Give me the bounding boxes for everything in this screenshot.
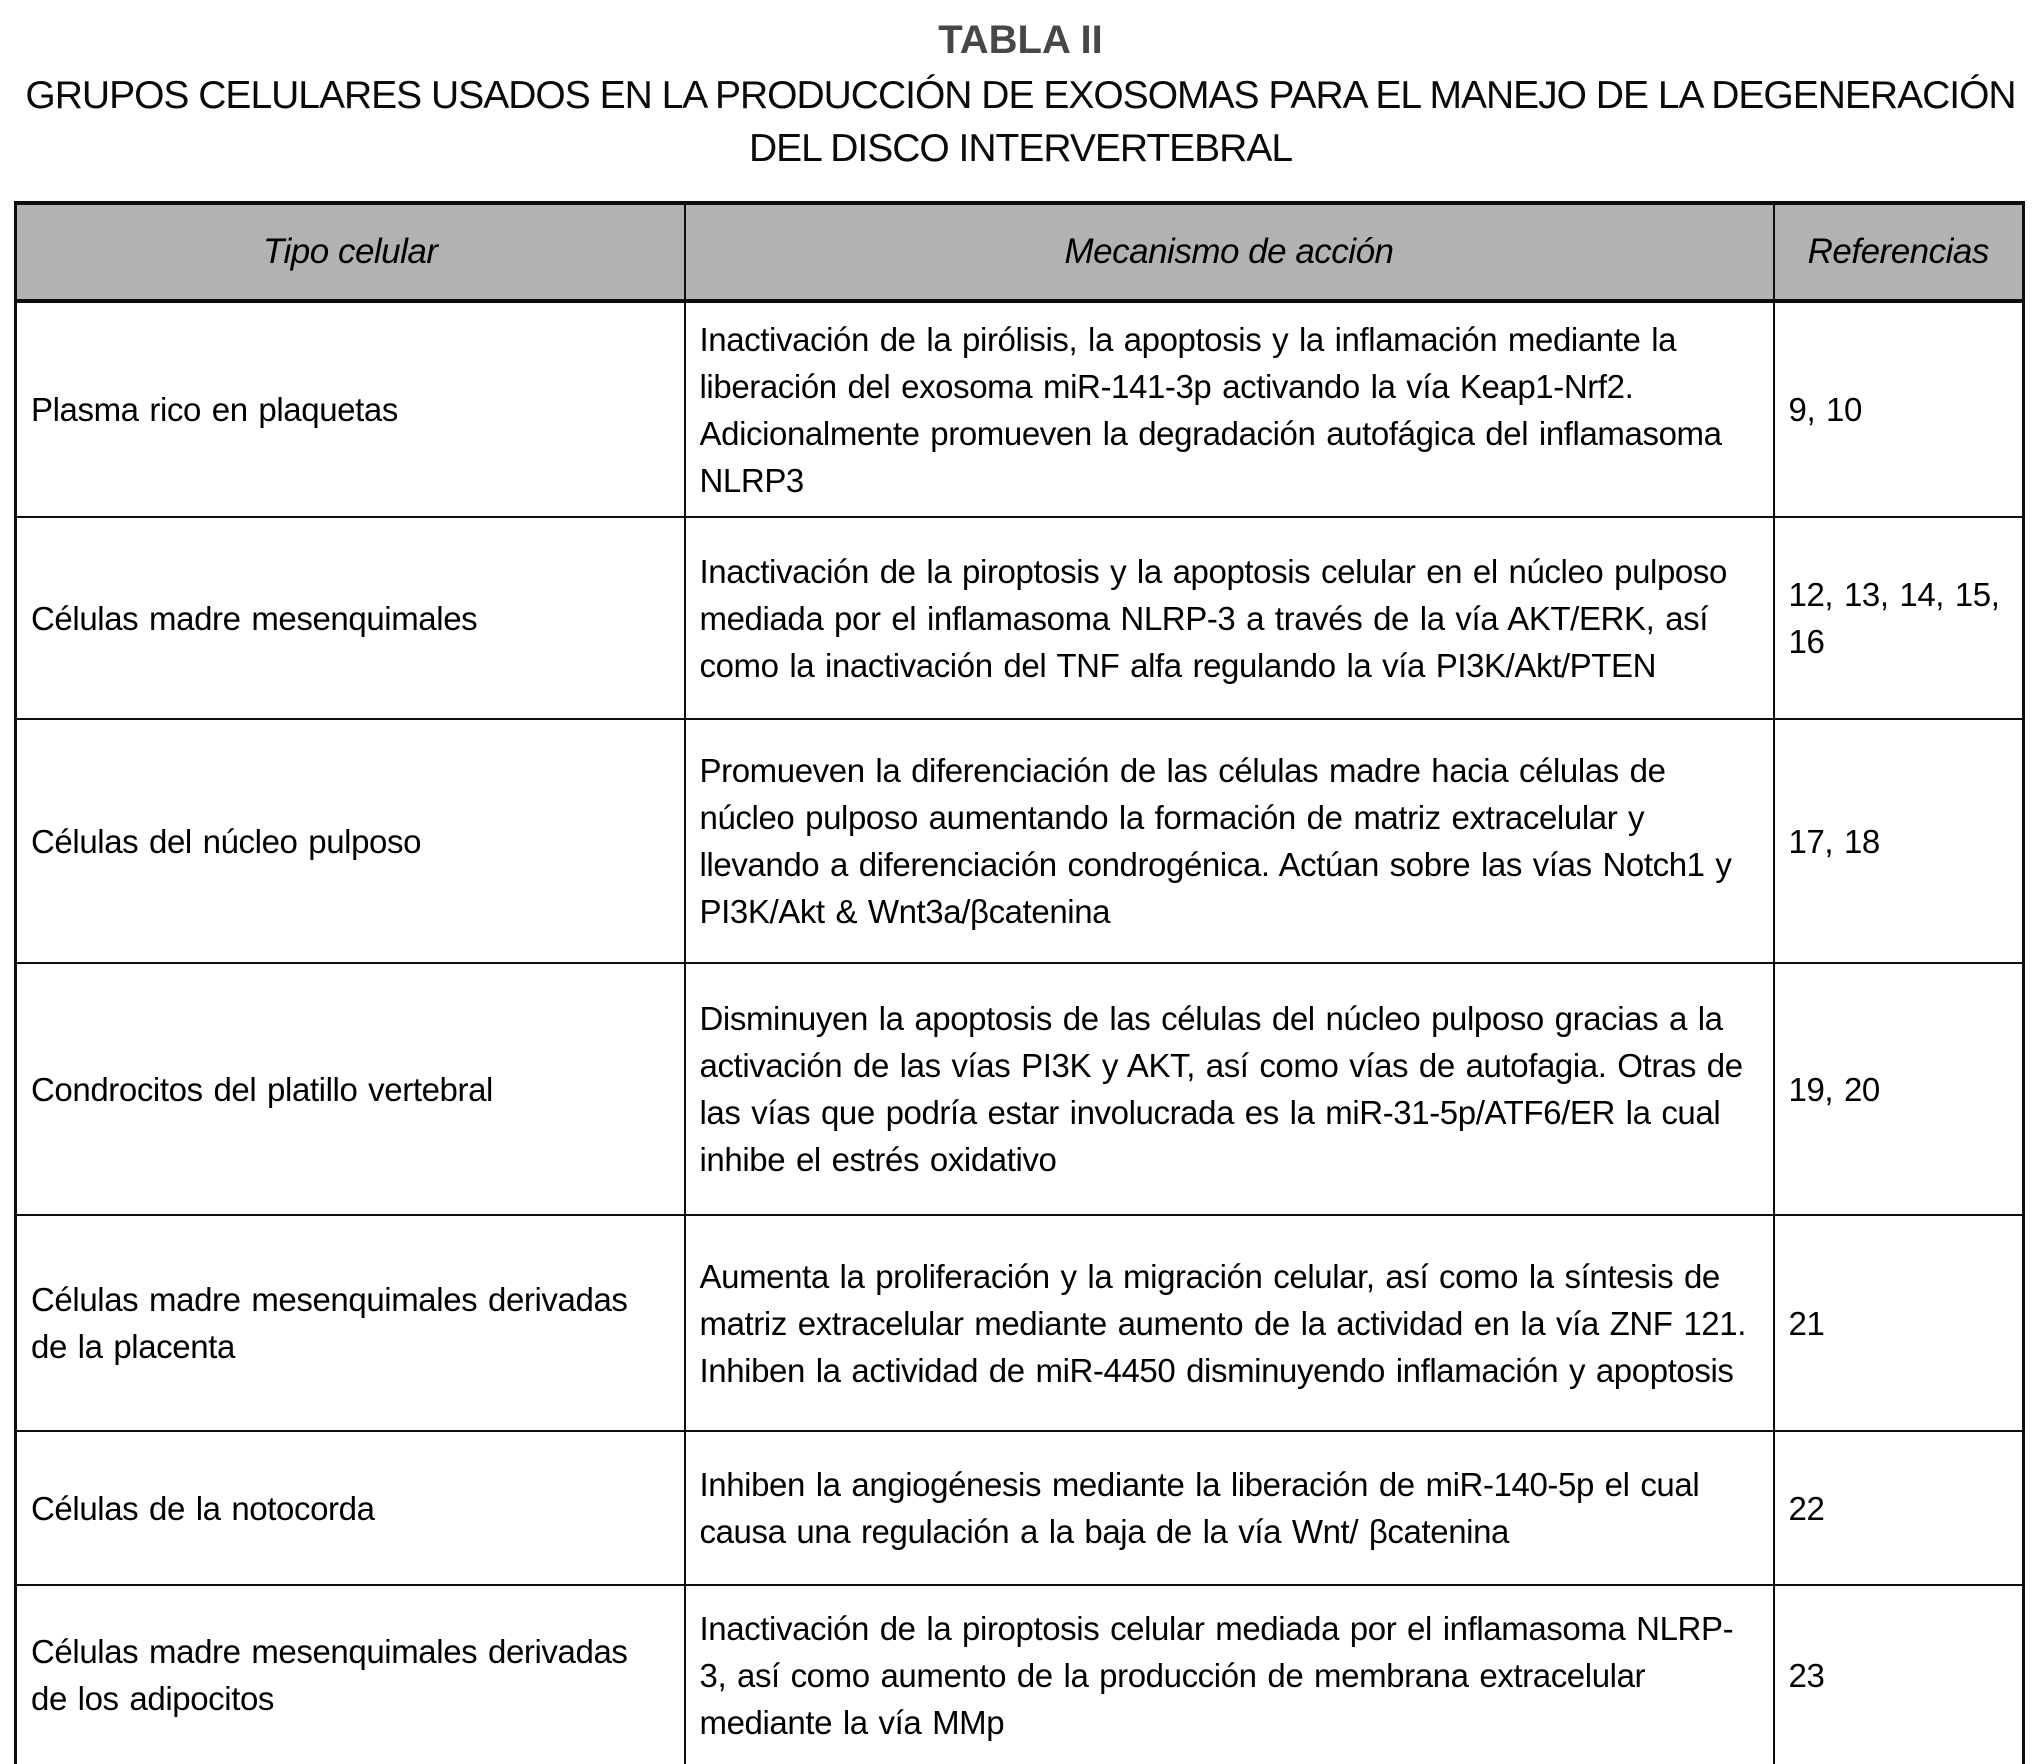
mecanismo-cell: Inactivación de la pirólisis, la apoptosis y la inflamación mediante la liberación del exosoma miR-141-3p activando la vía Keap1-Nrf2. Adicionalmente promueven la degradación autofágica del inflamasoma NLRP3 <box>685 301 1774 517</box>
referencias-cell: 17, 18 <box>1774 719 2024 963</box>
cell-groups-table <box>14 201 2025 1764</box>
column-header-referencias: Referencias <box>1774 203 2024 301</box>
column-header-tipo-celular: Tipo celular <box>16 203 685 301</box>
tipo-celular-cell: Células de la notocorda <box>16 1431 685 1585</box>
mecanismo-cell: Inhiben la angiogénesis mediante la liberación de miR-140-5p el cual causa una regulación a la baja de la vía Wnt/ βcatenina <box>685 1431 1774 1585</box>
table-row <box>16 1585 2024 1764</box>
tipo-celular-cell: Células madre mesenquimales <box>16 517 685 719</box>
tipo-celular-cell: Células madre mesenquimales derivadas de la placenta <box>16 1215 685 1431</box>
table-row <box>16 719 2024 963</box>
table-title-block <box>20 16 2021 175</box>
table-row <box>16 963 2024 1215</box>
table-row <box>16 517 2024 719</box>
referencias-cell: 9, 10 <box>1774 301 2024 517</box>
table-row <box>16 301 2024 517</box>
referencias-cell: 22 <box>1774 1431 2024 1585</box>
tipo-celular-cell: Plasma rico en plaquetas <box>16 301 685 517</box>
mecanismo-cell: Aumenta la proliferación y la migración celular, así como la síntesis de matriz extracelular mediante aumento de la actividad en la vía ZNF 121. Inhiben la actividad de miR-4450 disminuyendo inflamación y apoptosis <box>685 1215 1774 1431</box>
referencias-cell: 21 <box>1774 1215 2024 1431</box>
column-header-mecanismo: Mecanismo de acción <box>685 203 1774 301</box>
header-row <box>16 203 2024 301</box>
table-row <box>16 1431 2024 1585</box>
referencias-cell: 12, 13, 14, 15, 16 <box>1774 517 2024 719</box>
table-subtitle-line2: DEL DISCO INTERVERTEBRAL <box>748 126 1293 170</box>
mecanismo-cell: Promueven la diferenciación de las células madre hacia células de núcleo pulposo aumentando la formación de matriz extracelular y llevando a diferenciación condrogénica. Actúan sobre las vías Notch1 y PI3K/Akt & Wnt3a/βcatenina <box>685 719 1774 963</box>
table-body <box>16 301 2024 1764</box>
mecanismo-cell: Inactivación de la piroptosis y la apoptosis celular en el núcleo pulposo mediada por el inflamasoma NLRP-3 a través de la vía AKT/ERK, así como la inactivación del TNF alfa regulando la vía PI3K/Akt/PTEN <box>685 517 1774 719</box>
mecanismo-cell: Disminuyen la apoptosis de las células del núcleo pulposo gracias a la activación de las vías PI3K y AKT, así como vías de autofagia. Otras de las vías que podría estar involucrada es la miR-31-5p/ATF6/ER la cual inhibe el estrés oxidativo <box>685 963 1774 1215</box>
tipo-celular-cell: Células madre mesenquimales derivadas de los adipocitos <box>16 1585 685 1764</box>
table-subtitle-line1: GRUPOS CELULARES USADOS EN LA PRODUCCIÓN DE EXOSOMAS PARA EL MANEJO DE LA DEGENERACIÓN <box>25 74 2016 117</box>
table-header <box>16 203 2024 301</box>
referencias-cell: 19, 20 <box>1774 963 2024 1215</box>
table-title: TABLA II <box>938 18 1103 62</box>
mecanismo-cell: Inactivación de la piroptosis celular mediada por el inflamasoma NLRP-3, así como aumento de la producción de membrana extracelular mediante la vía MMp <box>685 1585 1774 1764</box>
referencias-cell: 23 <box>1774 1585 2024 1764</box>
tipo-celular-cell: Células del núcleo pulposo <box>16 719 685 963</box>
table-row <box>16 1215 2024 1431</box>
tipo-celular-cell: Condrocitos del platillo vertebral <box>16 963 685 1215</box>
